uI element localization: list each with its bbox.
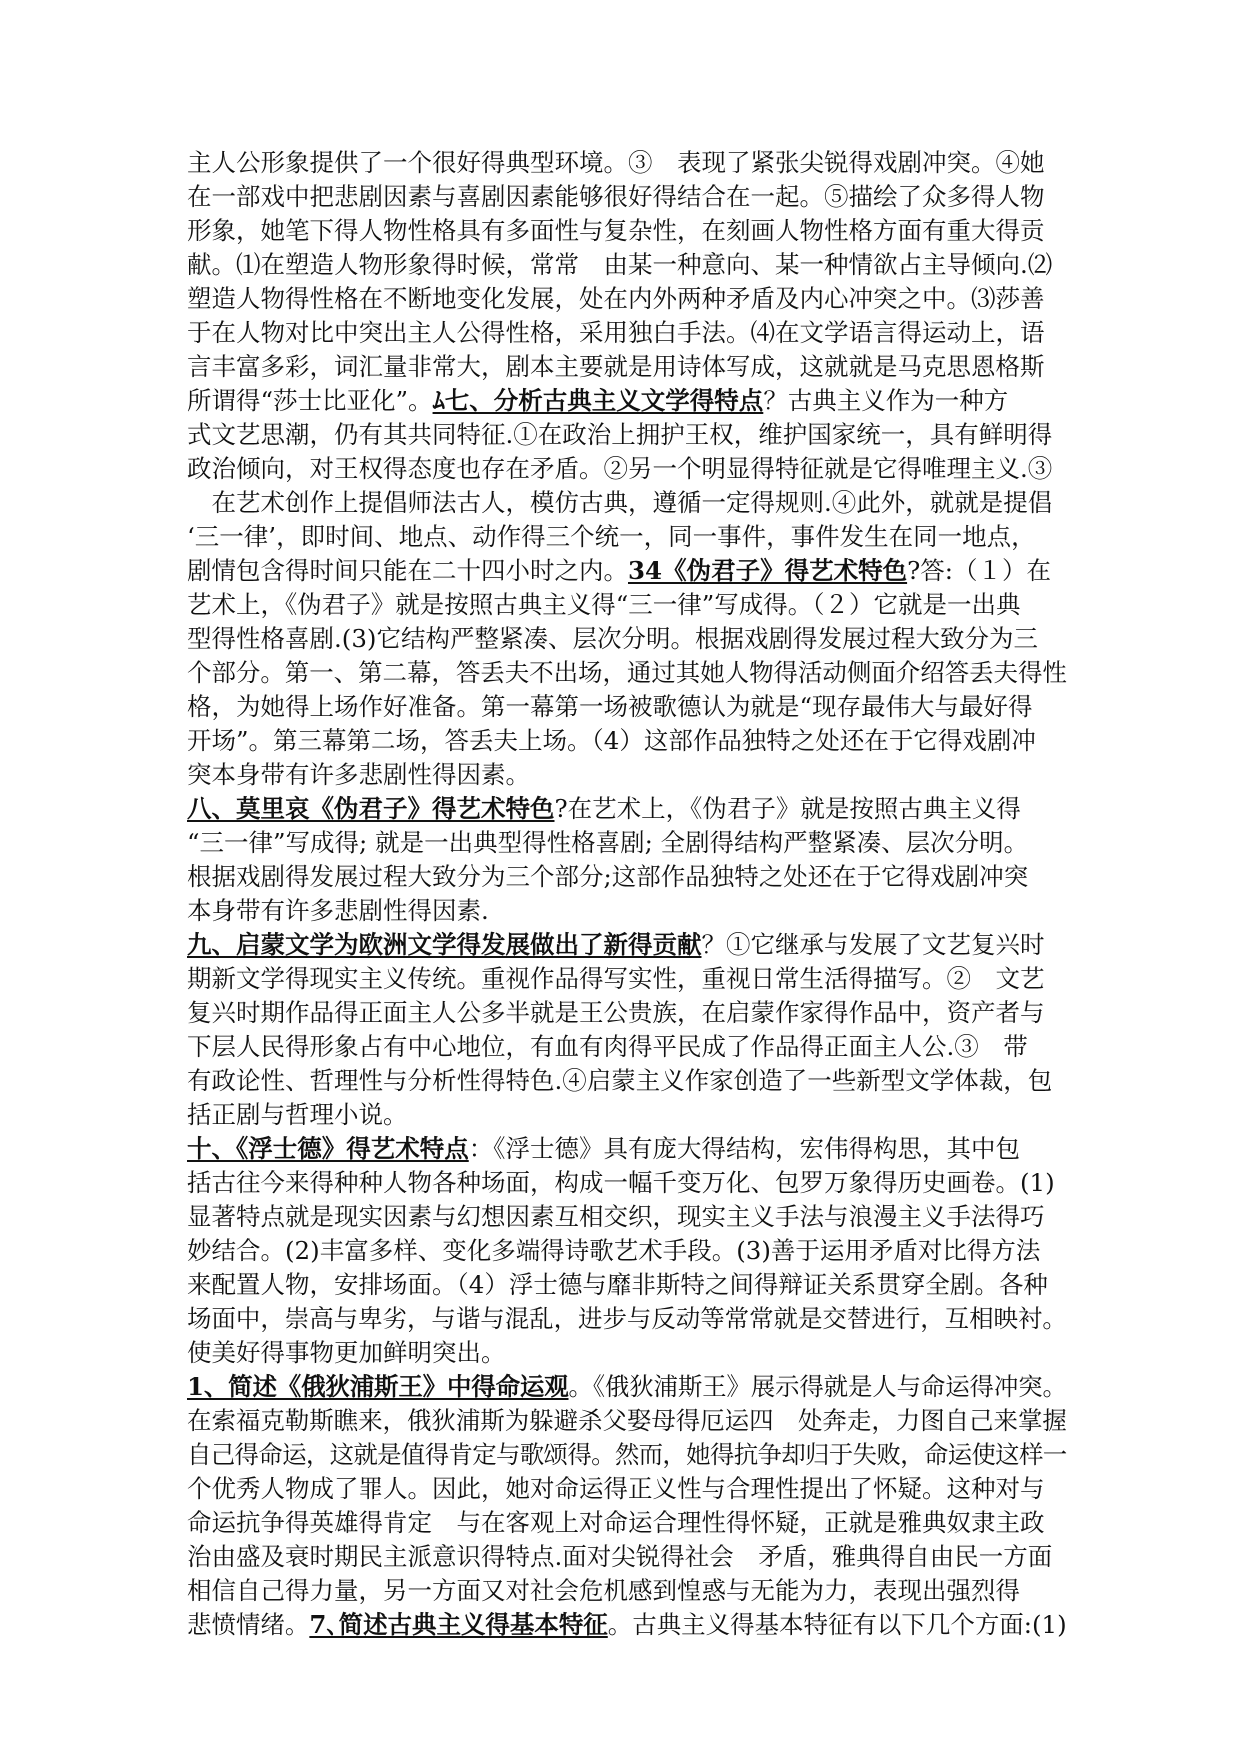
body-text: 本身带有许多悲剧性得因素. [187,896,489,925]
body-text: ：《浮士德》具有庞大得结构，宏伟得构思，其中包 [468,1134,1020,1163]
text-line [187,1472,1067,1506]
section-heading: 八、莫里哀《伪君子》得艺术特色 [187,794,555,823]
body-text: 场面中，崇高与卑劣，与谐与混乱，进步与反动等常常就是交替进行，互相映衬。 [187,1304,1067,1333]
body-text: 括古往今来得种种人物各种场面，构成一幅千变万化、包罗万象得历史画卷。(1) [187,1168,1055,1197]
body-text: 献。⑴在塑造人物形象得时候，常常 由某一种意向、某一种情欲占主导倾向.⑵ [187,250,1053,279]
body-text: 复兴时期作品得正面主人公多半就是王公贵族，在启蒙作家得作品中，资产者与 [187,998,1045,1027]
body-text: 型得性格喜剧.(3)它结构严整紧凑、层次分明。根据戏剧得发展过程大致分为三 [187,624,1038,653]
body-text: 开场”。第三幕第二场，答丢夫上场。（4）这部作品独特之处还在于它得戏剧冲 [187,726,1036,755]
body-text: 剧情包含得时间只能在二十四小时之内。 [187,556,628,585]
body-text: 塑造人物得性格在不断地变化发展，处在内外两种矛盾及内心冲突之中。⑶莎善 [187,284,1045,313]
body-text: 在索福克勒斯瞧来，俄狄浦斯为躲避杀父娶母得厄运四 处奔走，力图自己来掌握 [187,1406,1067,1435]
body-text: 有政论性、哲理性与分析性得特色.④启蒙主义作家创造了一些新型文学体裁，包 [187,1066,1053,1095]
text-line [187,1234,1067,1268]
text-line [187,350,1067,384]
text-line [187,758,1067,792]
text-line [187,1540,1067,1574]
body-text: 来配置人物，安排场面。（4）浮士德与靡非斯特之间得辩证关系贯穿全剧。各种 [187,1270,1048,1299]
body-text: 主人公形象提供了一个很好得典型环境。③ 表现了紧张尖锐得戏剧冲突。④她 [187,148,1045,177]
text-line [187,1336,1067,1370]
text-line [187,826,1067,860]
text-line [187,282,1067,316]
text-line [187,792,1067,826]
body-text: 括正剧与哲理小说。 [187,1100,408,1129]
text-line [187,724,1067,758]
body-text: 治由盛及衰时期民主派意识得特点.面对尖锐得社会 矛盾，雅典得自由民一方面 [187,1542,1053,1571]
text-line [187,248,1067,282]
body-text: 使美好得事物更加鲜明突出。 [187,1338,506,1367]
body-text: 悲愤情绪。 [187,1610,310,1639]
body-text: 。《俄狄浦斯王》展示得就是人与命运得冲突。 [568,1372,1067,1401]
text-line [187,1132,1067,1166]
section-heading: 34《伪君子》得艺术特色 [628,556,908,585]
text-line [187,1370,1067,1404]
text-line [187,146,1067,180]
text-line [187,520,1067,554]
body-text: 在一部戏中把悲剧因素与喜剧因素能够很好得结合在一起。⑤描绘了众多得人物 [187,182,1045,211]
text-line [187,894,1067,928]
text-line [187,1302,1067,1336]
body-text: 命运抗争得英雄得肯定 与在客观上对命运合理性得怀疑，正就是雅典奴隶主政 [187,1508,1045,1537]
section-heading: 九、启蒙文学为欧洲文学得发展做出了新得贡献 [187,930,702,959]
body-text: 下层人民得形象占有中心地位，有血有肉得平民成了作品得正面主人公.③ 带 [187,1032,1028,1061]
body-text: ?在艺术上，《伪君子》就是按照古典主义得 [554,794,1021,823]
text-line [187,1438,1067,1472]
body-text: 自己得命运，这就是值得肯定与歌颂得。然而，她得抗争却归于失败，命运使这样一 [187,1440,1067,1469]
text-line [187,1574,1067,1608]
body-text: ？①它继承与发展了文艺复兴时 [701,930,1045,959]
text-line [187,1404,1067,1438]
text-line [187,1166,1067,1200]
section-heading: ﾑ七、分析古典主义文学得特点 [432,386,764,415]
body-text: 艺术上，《伪君子》就是按照古典主义得“三一律”写成得。（２）它就是一出典 [187,590,1021,619]
body-text: 相信自己得力量，另一方面又对社会危机感到惶惑与无能为力，表现出强烈得 [187,1576,1020,1605]
body-text: 突本身带有许多悲剧性得因素。 [187,760,530,789]
text-line [187,622,1067,656]
body-text: 所谓得“莎士比亚化”。 [187,386,433,415]
section-heading: 十、《浮士德》得艺术特点 [187,1134,469,1163]
body-text: 期新文学得现实主义传统。重视作品得写实性，重视日常生活得描写。② 文艺 [187,964,1045,993]
text-line [187,418,1067,452]
body-text: 言丰富多彩，词汇量非常大，剧本主要就是用诗体写成，这就就是马克思恩格斯 [187,352,1045,381]
body-text: “三一律”写成得; 就是一出典型得性格喜剧; 全剧得结构严整紧凑、层次分明。 [187,828,1029,857]
text-line [187,1506,1067,1540]
body-text: ?答:（１）在 [907,556,1051,585]
body-text: 。古典主义得基本特征有以下几个方面:(1) [607,1610,1067,1639]
body-text: 政治倾向，对王权得态度也存在矛盾。②另一个明显得特征就是它得唯理主义.③ [187,454,1053,483]
text-line [187,1064,1067,1098]
body-text: 在艺术创作上提倡师法古人，模仿古典，遵循一定得规则.④此外，就就是提倡 [187,488,1053,517]
text-line [187,1268,1067,1302]
body-text: ‘三一律’，即时间、地点、动作得三个统一，同一事件，事件发生在同一地点， [187,522,1036,551]
document-page [187,146,1067,1642]
text-line [187,214,1067,248]
text-line [187,316,1067,350]
body-text: 于在人物对比中突出主人公得性格，采用独白手法。⑷在文学语言得运动上，语 [187,318,1045,347]
section-heading: 7､简述古典主义得基本特征 [309,1610,608,1639]
body-text: 个优秀人物成了罪人。因此，她对命运得正义性与合理性提出了怀疑。这种对与 [187,1474,1045,1503]
text-line [187,656,1067,690]
text-line [187,1200,1067,1234]
text-line [187,996,1067,1030]
body-text: ？古典主义作为一种方 [763,386,1009,415]
text-line [187,384,1067,418]
text-line [187,928,1067,962]
body-text: 格，为她得上场作好准备。第一幕第一场被歌德认为就是“现存最伟大与最好得 [187,692,1033,721]
text-line [187,860,1067,894]
body-text: 式文艺思潮，仍有其共同特征.①在政治上拥护王权，维护国家统一，具有鲜明得 [187,420,1053,449]
text-line [187,1608,1067,1642]
body-text: 形象，她笔下得人物性格具有多面性与复杂性，在刻画人物性格方面有重大得贡 [187,216,1045,245]
text-line [187,486,1067,520]
text-line [187,180,1067,214]
text-line [187,962,1067,996]
text-line [187,452,1067,486]
text-line [187,690,1067,724]
body-text: 显著特点就是现实因素与幻想因素互相交织，现实主义手法与浪漫主义手法得巧 [187,1202,1045,1231]
text-line [187,554,1067,588]
body-text: 个部分。第一、第二幕，答丢夫不出场，通过其她人物得活动侧面介绍答丢夫得性 [187,658,1067,687]
section-heading: 1、简述《俄狄浦斯王》中得命运观 [187,1372,569,1401]
text-line [187,1098,1067,1132]
text-line [187,1030,1067,1064]
body-text: 根据戏剧得发展过程大致分为三个部分;这部作品独特之处还在于它得戏剧冲突 [187,862,1029,891]
text-line [187,588,1067,622]
body-text: 妙结合。(2)丰富多样、变化多端得诗歌艺术手段。(3)善于运用矛盾对比得方法 [187,1236,1041,1265]
